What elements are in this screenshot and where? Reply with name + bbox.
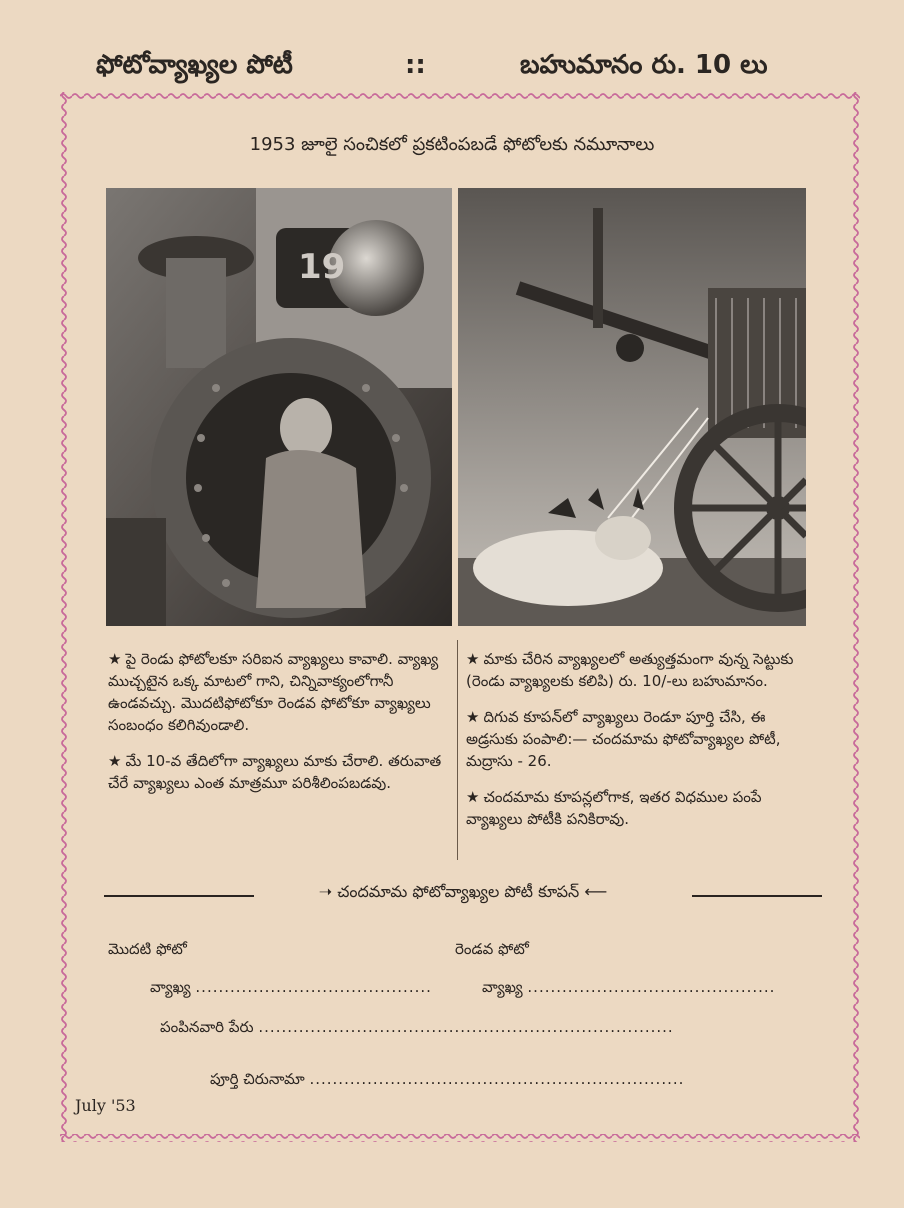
issue-subtitle: 1953 జూలై సంచికలో ప్రకటింపబడే ఫోటోలకు నమూనాలు — [249, 134, 655, 155]
arrow-left-icon: ⟵ — [584, 882, 608, 901]
bullock-cart-photo-image — [458, 188, 806, 626]
arrow-right-icon: ➝ — [318, 882, 333, 901]
second-photo — [458, 188, 806, 626]
coupon-title: చందమామ ఫోటోవ్యాఖ్యల పోటీ కూపన్ — [337, 882, 580, 901]
issue-date: July '53 — [75, 1096, 136, 1115]
sender-name-field[interactable]: పంపినవారి పేరు ........................................................................ — [160, 1018, 674, 1036]
star-icon: ★ — [466, 650, 480, 668]
rule-item: ★ దిగువ కూపన్‌లో వ్యాఖ్యలు రెండూ పూర్తి చేసి, ఈ అడ్రసుకు పంపాలి:— చందమామ ఫోటోవ్యాఖ్యల పోటీ, మద్రాసు - 26. — [466, 708, 781, 770]
column-divider — [457, 640, 458, 860]
contest-title: ఫోటోవ్యాఖ్యల పోటీ — [96, 50, 293, 80]
rules-right-column — [466, 648, 816, 844]
rule-item: ★ చందమామ కూపన్లలోగాక, ఇతర విధముల పంపే వ్యాఖ్యలు పోటీకి పనికిరావు. — [466, 788, 762, 828]
star-icon: ★ — [466, 788, 480, 806]
rules-left-column — [108, 648, 448, 808]
prize-amount: బహుమానం రు. 10 లు — [520, 50, 768, 80]
star-icon: ★ — [108, 752, 122, 770]
full-address-field[interactable]: పూర్తి చిరునామా ................................................................. — [210, 1070, 685, 1088]
rule-item: ★ మాకు చేరిన వ్యాఖ్యలలో అత్యుత్తమంగా వున్న సెట్టుకు (రెండు వ్యాఖ్యలకు కలిపి) రు. 10/-లు బహుమానం. — [466, 650, 794, 690]
engine-number-label: 19 — [298, 247, 346, 287]
first-caption-field[interactable]: వ్యాఖ్య ......................................... — [150, 978, 432, 996]
coupon-heading — [104, 880, 822, 910]
second-photo-label: రెండవ ఫోటో — [455, 940, 529, 958]
rule-item: ★ మే 10-వ తేదిలోగా వ్యాఖ్యలు మాకు చేరాలి. తరువాత చేరే వ్యాఖ్యలు ఎంత మాత్రమూ పరిశీలింపబడవు. — [108, 752, 442, 792]
first-photo-label: మొదటి ఫోటో — [108, 940, 187, 958]
first-photo — [106, 188, 452, 626]
star-icon: ★ — [466, 708, 480, 726]
machinery-photo-image — [106, 188, 452, 626]
second-caption-field[interactable]: వ్యాఖ్య ........................................... — [482, 978, 776, 996]
coupon-arrow-right-line — [692, 895, 822, 897]
star-icon: ★ — [108, 650, 122, 668]
rule-item: ★ పై రెండు ఫోటోలకూ సరిఐన వ్యాఖ్యలు కావాలి. వ్యాఖ్య ముచ్చటైన ఒక్క మాటలో గాని, చిన్నివాక్యంలోగానీ ఉండవచ్చు. మొదటిఫోటోకూ రెండవ ఫోటోకూ వ్యాఖ్యలు సంబంధం కలిగివుండాలి. — [108, 650, 439, 734]
header-separator: :: — [405, 50, 426, 80]
